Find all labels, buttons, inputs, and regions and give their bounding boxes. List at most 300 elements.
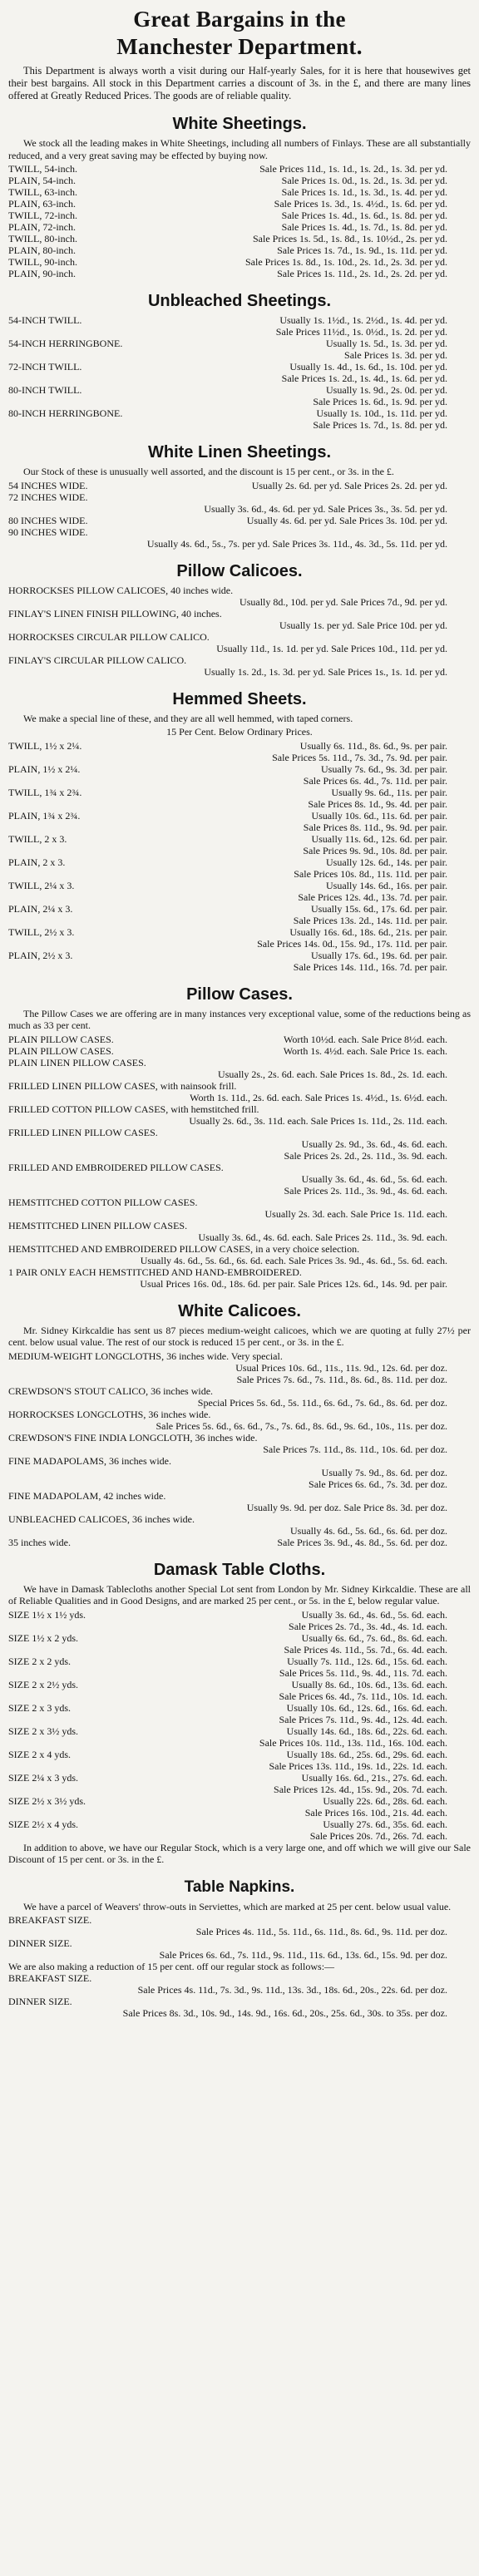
damask-row [8, 1621, 471, 1632]
item-label: CREWDSON'S FINE INDIA LONGCLOTH, 36 inches wide. [8, 1431, 258, 1443]
item-label: TWILL, 72-inch. [8, 210, 77, 221]
hemmed-sheets-list [8, 740, 471, 973]
hemmed-row [8, 810, 471, 822]
price-text: Usually 3s. 6d., 4s. 6d. per yd. Sale Prices 3s., 3s. 5d. per yd. [204, 502, 447, 515]
white-sheetings-row [8, 256, 471, 268]
price-text: Usually 16s. 6d., 21s., 27s. 6d. each. [301, 1771, 447, 1784]
damask-row [8, 1656, 471, 1667]
price-text: Sale Prices 5s. 11d., 7s. 3d., 7s. 9d. per pair. [272, 751, 447, 763]
price-text: Usual Prices 10s. 6d., 11s., 11s. 9d., 12s. 6d. per doz. [235, 1361, 447, 1374]
linen-row [8, 480, 471, 491]
price-text: Usually 3s. 6d., 4s. 6d. each. Sale Prices 2s. 11d., 3s. 9d. each. [198, 1231, 447, 1243]
white-sheetings-row [8, 175, 471, 186]
price-text: Usually 8d., 10d. per yd. Sale Prices 7d., 9d. per yd. [240, 595, 447, 608]
item-label: FRILLED LINEN PILLOW CASES. [8, 1126, 158, 1138]
pillow-cases-row [8, 1173, 471, 1185]
white-calicoes-row [8, 1490, 471, 1502]
price-text: Sale Prices 6s. 6d., 7s. 3d. per doz. [309, 1478, 447, 1490]
white-calicoes-row [8, 1409, 471, 1420]
napkins-row [8, 1972, 471, 1984]
linen-row [8, 538, 471, 550]
napkins-row [8, 2007, 471, 2019]
damask-row [8, 1818, 471, 1830]
intro-paragraph: This Department is always worth a visit during our Half-yearly Sales, for it is here that housewives get their best bargains. All stock in this Department carries a discount of 3s. in the £, and there are many lines offered at Greatly Reduced Prices. The goods are of reliable quality. [8, 65, 471, 101]
section-heading-unbleached-sheetings: Unbleached Sheetings. [147, 292, 332, 310]
damask-list [8, 1609, 471, 1842]
linen-row [8, 526, 471, 538]
item-label: We are also making a reduction of 15 per cent. off our regular stock as follows:— [8, 1961, 335, 1972]
price-text: Usually 1s. 4d., 1s. 6d., 1s. 10d. per yd. [289, 361, 447, 373]
item-label: 54-INCH HERRINGBONE. [8, 338, 123, 349]
item-label: HORROCKSES CIRCULAR PILLOW CALICO. [8, 630, 210, 643]
pillow-calicoes-row [8, 585, 471, 596]
price-text: Usually 1s. 9d., 2s. 0d. per yd. [326, 384, 447, 396]
white-calicoes-row [8, 1362, 471, 1374]
item-label: SIZE 2 x 3½ yds. [8, 1725, 78, 1737]
item-label: 72-INCH TWILL. [8, 361, 82, 373]
price-text: Sale Prices 1s. 4d., 1s. 7d., 1s. 8d. per yd. [281, 221, 447, 233]
pillow-cases-row [8, 1150, 471, 1162]
white-sheetings-row [8, 233, 471, 244]
white-calicoes-list [8, 1350, 471, 1548]
price-text: Usually 1s. 2d., 1s. 3d. per yd. Sale Prices 1s., 1s. 1d. per yd. [204, 665, 447, 678]
price-text: Sale Prices 12s. 4d., 13s. 7d. per pair. [298, 891, 447, 903]
price-text: Usually 1s. 10d., 1s. 11d. per yd. [316, 407, 447, 419]
hemmed-sheets-intro: We make a special line of these, and they are all well hemmed, with taped corners. [23, 712, 353, 724]
linen-sheetings-list [8, 480, 471, 550]
item-label: 90 INCHES WIDE. [8, 526, 88, 538]
pillow-calicoes-row [8, 631, 471, 643]
hemmed-sheets-subheading: 15 Per Cent. Below Ordinary Prices. [166, 726, 313, 738]
damask-row [8, 1737, 471, 1749]
price-text: Sale Prices 6s. 4d., 7s. 11d. per pair. [303, 774, 447, 787]
price-text: Usually 12s. 6d., 14s. per pair. [326, 856, 447, 868]
pillow-calicoes-row [8, 654, 471, 666]
item-label: PLAIN, 90-inch. [8, 268, 76, 279]
white-calicoes-intro: Mr. Sidney Kirkcaldie has sent us 87 pieces medium-weight calicoes, which we are quoting at fully 27½ per cent. below usual value. The rest of our stock is reduced 15 per cent., or 3s. in the £. [8, 1324, 471, 1348]
price-text: Sale Prices 7s. 11d., 9s. 4d., 12s. 4d. each. [279, 1713, 447, 1725]
price-text: Sale Prices 3s. 9d., 4s. 8d., 5s. 6d. per doz. [277, 1536, 447, 1548]
price-text: Usually 3s. 6d., 4s. 6d., 5s. 6d. each. [301, 1172, 447, 1185]
item-label: HORROCKSES PILLOW CALICOES, 40 inches wide. [8, 584, 234, 596]
damask-intro: We have in Damask Tablecloths another Special Lot sent from London by Mr. Sidney Kirkcaldie. These are all of Reliable Qualities and in Good Designs, and are marked 25 per cent., or 5s. in the £, below regular value. [8, 1582, 471, 1606]
pillow-cases-row [8, 1115, 471, 1127]
item-label: FINLAY'S CIRCULAR PILLOW CALICO. [8, 654, 187, 666]
item-label: 72 INCHES WIDE. [8, 491, 88, 503]
damask-row [8, 1795, 471, 1807]
pillow-cases-row [8, 1266, 471, 1278]
price-text: Sale Prices 9s. 9d., 10s. 8d. per pair. [303, 844, 447, 856]
price-text: Sale Prices 1s. 0d., 1s. 2d., 1s. 3d. per yd. [281, 175, 447, 186]
price-text: Usually 17s. 6d., 19s. 6d. per pair. [311, 949, 447, 961]
item-label: PLAIN PILLOW CASES. [8, 1033, 114, 1045]
napkins-intro: We have a parcel of Weavers' throw-outs in Serviettes, which are marked at 25 per cent. below usual value. [23, 1900, 452, 1912]
price-text: Sale Prices 11½d., 1s. 0½d., 1s. 2d. per yd. [275, 326, 447, 338]
price-text: Usually 9s. 6d., 11s. per pair. [331, 786, 447, 798]
damask-row [8, 1609, 471, 1621]
price-text: Sale Prices 1s. 3d. per yd. [344, 349, 447, 361]
pillow-cases-row [8, 1162, 471, 1173]
item-label: PLAIN, 54-inch. [8, 175, 76, 186]
hemmed-row [8, 856, 471, 868]
pillow-cases-row [8, 1255, 471, 1266]
item-label: SIZE 2½ x 4 yds. [8, 1818, 78, 1830]
price-text: Sale Prices 5s. 6d., 6s. 6d., 7s., 7s. 6d., 8s. 6d., 9s. 6d., 10s., 11s. per doz. [156, 1419, 447, 1432]
pillow-cases-row [8, 1034, 471, 1045]
price-text: Sale Prices 1s. 11d., 2s. 1d., 2s. 2d. per yd. [277, 268, 447, 279]
unbleached-row [8, 326, 471, 338]
hemmed-row [8, 822, 471, 833]
hemmed-row [8, 903, 471, 915]
price-text: Usually 22s. 6d., 28s. 6d. each. [323, 1794, 447, 1807]
price-text: Usually 2s. 6d. per yd. Sale Prices 2s. 2d. per yd. [251, 479, 447, 491]
price-text: Usually 15s. 6d., 17s. 6d. per pair. [311, 902, 447, 915]
damask-row [8, 1690, 471, 1702]
hemmed-row [8, 880, 471, 891]
damask-row [8, 1760, 471, 1772]
linen-row [8, 515, 471, 526]
damask-row [8, 1807, 471, 1818]
item-label: PLAIN, 72-inch. [8, 221, 76, 233]
napkins-row [8, 1984, 471, 1996]
price-text: Usually 27s. 6d., 35s. 6d. each. [323, 1818, 447, 1830]
hemmed-row [8, 891, 471, 903]
damask-row [8, 1667, 471, 1679]
pillow-calicoes-row [8, 666, 471, 678]
white-calicoes-row [8, 1467, 471, 1478]
price-text: Sale Prices 1s. 8d., 1s. 10d., 2s. 1d., 2s. 3d. per yd. [245, 256, 447, 268]
section-heading-white-calicoes: White Calicoes. [178, 1301, 301, 1320]
price-text: Usually 2s. 9d., 3s. 6d., 4s. 6d. each. [301, 1137, 447, 1150]
napkins-row [8, 1961, 471, 1972]
damask-row [8, 1714, 471, 1725]
price-text: Sale Prices 8s. 1d., 9s. 4d. per pair. [308, 797, 447, 810]
price-text: Sale Prices 6s. 6d., 7s. 11d., 9s. 11d., 11s. 6d., 13s. 6d., 15s. 9d. per doz. [159, 1949, 447, 1961]
price-text: Usually 6s. 6d., 7s. 6d., 8s. 6d. each. [301, 1631, 447, 1644]
section-heading-white-sheetings: White Sheetings. [172, 115, 307, 133]
item-label: PLAIN LINEN PILLOW CASES. [8, 1056, 146, 1068]
white-calicoes-row [8, 1443, 471, 1455]
item-label: PLAIN, 1½ x 2¼. [8, 762, 81, 775]
price-text: Sale Prices 2s. 11d., 3s. 9d., 4s. 6d. each. [284, 1184, 447, 1197]
damask-row [8, 1679, 471, 1690]
item-label: HEMSTITCHED COTTON PILLOW CASES. [8, 1196, 198, 1208]
pillow-cases-row [8, 1068, 471, 1080]
price-text: Sale Prices 1s. 6d., 1s. 9d. per yd. [313, 396, 447, 407]
item-label: BREAKFAST SIZE. [8, 1914, 92, 1926]
white-sheetings-intro: We stock all the leading makes in White Sheetings, including all numbers of Finlays. These are all substantially reduced, and a very great saving may be effected by buying now. [8, 137, 471, 161]
price-text: Usually 1s. 1½d., 1s. 2½d., 1s. 4d. per yd. [279, 314, 447, 326]
pillow-cases-row [8, 1243, 471, 1255]
damask-row [8, 1725, 471, 1737]
price-text: Usually 9s. 9d. per doz. Sale Price 8s. 3d. per doz. [246, 1501, 447, 1513]
price-text: Sale Prices 14s. 11d., 16s. 7d. per pair. [293, 960, 447, 973]
white-calicoes-row [8, 1374, 471, 1385]
hemmed-row [8, 787, 471, 798]
price-text: Sale Prices 1s. 3d., 1s. 4½d., 1s. 6d. per yd. [274, 198, 447, 210]
section-heading-damask-table-cloths: Damask Table Cloths. [153, 1560, 326, 1579]
item-label: UNBLEACHED CALICOES, 36 inches wide. [8, 1513, 195, 1525]
item-label: 80 INCHES WIDE. [8, 514, 88, 526]
white-sheetings-row [8, 198, 471, 210]
white-calicoes-row [8, 1513, 471, 1525]
item-label: FRILLED AND EMBROIDERED PILLOW CASES. [8, 1161, 224, 1173]
section-heading-pillow-cases: Pillow Cases. [186, 985, 293, 1004]
item-label: TWILL, 90-inch. [8, 256, 77, 268]
item-label: PLAIN, 80-inch. [8, 244, 76, 256]
price-text: Worth 1s. 4½d. each. Sale Price 1s. each. [283, 1044, 447, 1057]
price-text: Sale Prices 10s. 8d., 11s. 11d. per pair. [294, 867, 447, 880]
damask-row [8, 1702, 471, 1714]
item-label: DINNER SIZE. [8, 1937, 72, 1949]
section-heading-white-linen-sheetings: White Linen Sheetings. [147, 443, 331, 461]
price-text: Usually 18s. 6d., 25s. 6d., 29s. 6d. each. [286, 1748, 447, 1760]
item-label: TWILL, 80-inch. [8, 233, 77, 244]
white-calicoes-row [8, 1478, 471, 1490]
unbleached-row [8, 361, 471, 373]
hemmed-row [8, 950, 471, 961]
item-label: SIZE 2 x 2 yds. [8, 1655, 71, 1667]
unbleached-row [8, 407, 471, 419]
damask-row [8, 1632, 471, 1644]
price-text: Sale Prices 2s. 2d., 2s. 11d., 3s. 9d. each. [284, 1149, 447, 1162]
item-label: SIZE 2½ x 3½ yds. [8, 1794, 86, 1807]
item-label: PLAIN, 1¾ x 2¾. [8, 809, 81, 822]
item-label: 35 inches wide. [8, 1536, 71, 1548]
pillow-calicoes-row [8, 619, 471, 631]
linen-row [8, 491, 471, 503]
white-calicoes-row [8, 1502, 471, 1513]
item-label: TWILL, 2½ x 3. [8, 925, 75, 938]
damask-row [8, 1830, 471, 1842]
item-label: FINE MADAPOLAMS, 36 inches wide. [8, 1454, 171, 1467]
napkins-list [8, 1914, 471, 2019]
pillow-cases-row [8, 1185, 471, 1197]
item-label: SIZE 2¼ x 3 yds. [8, 1771, 78, 1784]
item-label: PLAIN, 2¼ x 3. [8, 902, 73, 915]
item-label: FRILLED LINEN PILLOW CASES, with nainsook frill. [8, 1079, 237, 1092]
hemmed-row [8, 833, 471, 845]
price-text: Sale Prices 16s. 10d., 21s. 4d. each. [304, 1806, 447, 1818]
hemmed-row [8, 798, 471, 810]
unbleached-row [8, 338, 471, 349]
price-text: Sale Prices 11d., 1s. 1d., 1s. 2d., 1s. 3d. per yd. [259, 163, 447, 175]
hemmed-row [8, 938, 471, 950]
price-text: Usual Prices 16s. 0d., 18s. 6d. per pair. Sale Prices 12s. 6d., 14s. 9d. per pair. [140, 1277, 447, 1290]
item-label: TWILL, 1¾ x 2¾. [8, 786, 82, 798]
price-text: Sale Prices 6s. 4d., 7s. 11d., 10s. 1d. each. [279, 1690, 447, 1702]
price-text: Usually 4s. 6d., 5s., 7s. per yd. Sale Prices 3s. 11d., 4s. 3d., 5s. 11d. per yd. [146, 537, 447, 550]
hemmed-row [8, 868, 471, 880]
hemmed-row [8, 926, 471, 938]
price-text: Usually 16s. 6d., 18s. 6d., 21s. per pair. [289, 925, 447, 938]
item-label: 80-INCH HERRINGBONE. [8, 407, 123, 419]
napkins-row [8, 1996, 471, 2007]
price-text: Usually 2s. 6d., 3s. 11d. each. Sale Prices 1s. 11d., 2s. 11d. each. [189, 1114, 447, 1127]
pillow-cases-row [8, 1127, 471, 1138]
white-calicoes-row [8, 1397, 471, 1409]
unbleached-row [8, 373, 471, 384]
item-label: SIZE 2 x 2½ yds. [8, 1678, 78, 1690]
page-title-line-1: Great Bargains in the [133, 7, 346, 32]
hemmed-row [8, 961, 471, 973]
white-calicoes-row [8, 1385, 471, 1397]
white-sheetings-row [8, 268, 471, 279]
unbleached-row [8, 314, 471, 326]
item-label: DINNER SIZE. [8, 1996, 72, 2007]
price-text: Usually 4s. 6d., 5s. 6d., 6s. 6d. per doz. [290, 1524, 447, 1537]
item-label: FRILLED COTTON PILLOW CASES, with hemstitched frill. [8, 1103, 259, 1115]
price-text: Sale Prices 5s. 11d., 9s. 4d., 11s. 7d. each. [279, 1666, 447, 1679]
item-label: SIZE 2 x 4 yds. [8, 1748, 71, 1760]
item-label: TWILL, 1½ x 2¼. [8, 739, 82, 752]
price-text: Usually 3s. 6d., 4s. 6d., 5s. 6d. each. [301, 1608, 447, 1621]
pillow-cases-row [8, 1197, 471, 1208]
price-text: Usually 1s. per yd. Sale Price 10d. per yd. [279, 619, 447, 631]
page-title-line-2: Manchester Department. [116, 34, 363, 59]
item-label: TWILL, 2 x 3. [8, 832, 67, 845]
price-text: Usually 11d., 1s. 1d. per yd. Sale Prices 10d., 11d. per yd. [216, 642, 447, 654]
item-label: MEDIUM-WEIGHT LONGCLOTHS, 36 inches wide. Very special. [8, 1350, 283, 1362]
price-text: Usually 7s. 11d., 12s. 6d., 15s. 6d. each. [287, 1655, 447, 1667]
white-calicoes-row [8, 1350, 471, 1362]
damask-row [8, 1772, 471, 1784]
pillow-cases-row [8, 1231, 471, 1243]
price-text: Usually 7s. 6d., 9s. 3d. per pair. [321, 762, 447, 775]
price-text: Usually 7s. 9d., 8s. 6d. per doz. [321, 1466, 447, 1478]
price-text: Usually 1s. 5d., 1s. 3d. per yd. [326, 338, 447, 349]
pillow-calicoes-row [8, 608, 471, 619]
price-text: Usually 4s. 6d., 5s. 6d., 6s. 6d. each. Sale Prices 3s. 9d., 4s. 6d., 5s. 6d. each. [140, 1254, 447, 1266]
section-heading-hemmed-sheets: Hemmed Sheets. [172, 689, 307, 708]
white-calicoes-row [8, 1432, 471, 1443]
napkins-row [8, 1926, 471, 1937]
unbleached-row [8, 384, 471, 396]
price-text: Special Prices 5s. 6d., 5s. 11d., 6s. 6d., 7s. 6d., 8s. 6d. per doz. [197, 1396, 447, 1409]
price-text: Sale Prices 13s. 2d., 14s. 11d. per pair. [293, 914, 447, 926]
price-text: Sale Prices 2s. 7d., 3s. 4d., 4s. 1d. each. [289, 1620, 447, 1632]
item-label: CREWDSON'S STOUT CALICO, 36 inches wide. [8, 1384, 214, 1397]
pillow-calicoes-list [8, 585, 471, 678]
item-label: 54-INCH TWILL. [8, 314, 82, 326]
hemmed-row [8, 845, 471, 856]
pillow-cases-row [8, 1278, 471, 1290]
item-label: HEMSTITCHED AND EMBROIDERED PILLOW CASES, in a very choice selection. [8, 1242, 360, 1255]
damask-row [8, 1784, 471, 1795]
pillow-cases-row [8, 1103, 471, 1115]
white-sheetings-row [8, 163, 471, 175]
item-label: PLAIN, 2½ x 3. [8, 949, 73, 961]
linen-sheetings-intro: Our Stock of these is unusually well assorted, and the discount is 15 per cent., or 3s. in the £. [23, 466, 394, 477]
price-text: Sale Prices 1s. 4d., 1s. 6d., 1s. 8d. per yd. [281, 210, 447, 221]
price-text: Sale Prices 4s. 11d., 5s. 11d., 6s. 11d., 8s. 6d., 9s. 11d. per doz. [195, 1926, 447, 1937]
pillow-cases-row [8, 1057, 471, 1068]
price-text: Sale Prices 1s. 7d., 1s. 8d. per yd. [313, 419, 447, 431]
pillow-cases-list [8, 1034, 471, 1290]
napkins-row [8, 1914, 471, 1926]
hemmed-row [8, 775, 471, 787]
price-text: Sale Prices 8s. 11d., 9s. 9d. per pair. [303, 821, 447, 833]
pillow-cases-row [8, 1208, 471, 1220]
price-text: Usually 11s. 6d., 12s. 6d. per pair. [311, 832, 447, 845]
price-text: Sale Prices 13s. 11d., 19s. 1d., 22s. 1d. each. [269, 1759, 447, 1772]
item-label: 54 INCHES WIDE. [8, 479, 88, 491]
price-text: Worth 10½d. each. Sale Price 8½d. each. [284, 1033, 447, 1045]
hemmed-row [8, 752, 471, 763]
item-label: HORROCKSES LONGCLOTHS, 36 inches wide. [8, 1408, 211, 1420]
item-label: PLAIN, 63-inch. [8, 198, 76, 210]
price-text: Usually 14s. 6d., 16s. per pair. [326, 879, 447, 891]
hemmed-row [8, 763, 471, 775]
unbleached-sheetings-list [8, 314, 471, 431]
white-calicoes-row [8, 1420, 471, 1432]
price-text: Sale Prices 7s. 6d., 7s. 11d., 8s. 6d., 8s. 11d. per doz. [236, 1373, 447, 1385]
price-text: Sale Prices 1s. 2d., 1s. 4d., 1s. 6d. per yd. [281, 373, 447, 384]
pillow-cases-intro: The Pillow Cases we are offering are in many instances very exceptional value, some of the reductions being as much as 33 per cent. [8, 1007, 471, 1031]
price-text: Sale Prices 20s. 7d., 26s. 7d. each. [309, 1829, 447, 1842]
item-label: HEMSTITCHED LINEN PILLOW CASES. [8, 1219, 188, 1231]
price-text: Usually 4s. 6d. per yd. Sale Prices 3s. 10d. per yd. [246, 514, 447, 526]
price-text: Sale Prices 14s. 0d., 15s. 9d., 17s. 11d. per pair. [257, 937, 447, 950]
item-label: 80-INCH TWILL. [8, 384, 82, 396]
price-text: Sale Prices 1s. 5d., 1s. 8d., 1s. 10½d., 2s. per yd. [253, 233, 447, 244]
item-label: 1 PAIR ONLY EACH HEMSTITCHED AND HAND-EMBROIDERED. [8, 1266, 302, 1278]
price-text: Usually 2s., 2s. 6d. each. Sale Prices 1s. 8d., 2s. 1d. each. [218, 1068, 447, 1080]
white-calicoes-row [8, 1455, 471, 1467]
price-text: Usually 14s. 6d., 18s. 6d., 22s. 6d. each. [286, 1725, 447, 1737]
price-text: Usually 6s. 11d., 8s. 6d., 9s. per pair. [299, 739, 447, 752]
price-text: Sale Prices 1s. 1d., 1s. 3d., 1s. 4d. per yd. [281, 186, 447, 198]
price-text: Sale Prices 1s. 7d., 1s. 9d., 1s. 11d. per yd. [277, 244, 447, 256]
white-sheetings-row [8, 221, 471, 233]
white-calicoes-row [8, 1537, 471, 1548]
damask-note: In addition to above, we have our Regular Stock, which is a very large one, and off which we will give our Sale Discount of 15 per cent. or 3s. in the £. [8, 1841, 471, 1865]
white-sheetings-row [8, 244, 471, 256]
napkins-row [8, 1937, 471, 1949]
damask-row [8, 1749, 471, 1760]
white-calicoes-row [8, 1525, 471, 1537]
item-label: PLAIN PILLOW CASES. [8, 1044, 114, 1057]
price-text: Worth 1s. 11d., 2s. 6d. each. Sale Prices 1s. 4½d., 1s. 6½d. each. [190, 1091, 447, 1103]
unbleached-row [8, 349, 471, 361]
item-label: FINE MADAPOLAM, 42 inches wide. [8, 1489, 166, 1502]
price-text: Sale Prices 12s. 4d., 15s. 9d., 20s. 7d. each. [274, 1783, 447, 1795]
item-label: TWILL, 54-inch. [8, 163, 77, 175]
item-label: PLAIN, 2 x 3. [8, 856, 66, 868]
item-label: TWILL, 2¼ x 3. [8, 879, 75, 891]
price-text: Sale Prices 8s. 3d., 10s. 9d., 14s. 9d., 16s. 6d., 20s., 25s. 6d., 30s. to 35s. per doz. [122, 2007, 447, 2019]
item-label: SIZE 1½ x 1½ yds. [8, 1608, 86, 1621]
pillow-cases-row [8, 1080, 471, 1092]
white-sheetings-row [8, 210, 471, 221]
item-label: BREAKFAST SIZE. [8, 1972, 92, 1984]
section-heading-pillow-calicoes: Pillow Calicoes. [176, 561, 303, 580]
linen-row [8, 503, 471, 515]
damask-row [8, 1644, 471, 1656]
item-label: SIZE 2 x 3 yds. [8, 1701, 71, 1714]
price-text: Sale Prices 4s. 11d., 7s. 3d., 9s. 11d., 13s. 3d., 18s. 6d., 20s., 22s. 6d. per doz. [137, 1984, 447, 1996]
price-text: Sale Prices 10s. 11d., 13s. 11d., 16s. 10d. each. [259, 1736, 447, 1749]
price-text: Sale Prices 4s. 11d., 5s. 7d., 6s. 4d. each. [284, 1643, 447, 1656]
pillow-calicoes-row [8, 596, 471, 608]
white-sheetings-list [8, 163, 471, 279]
hemmed-row [8, 915, 471, 926]
item-label: SIZE 1½ x 2 yds. [8, 1631, 78, 1644]
pillow-cases-row [8, 1220, 471, 1231]
white-sheetings-row [8, 186, 471, 198]
pillow-cases-row [8, 1045, 471, 1057]
pillow-cases-row [8, 1138, 471, 1150]
